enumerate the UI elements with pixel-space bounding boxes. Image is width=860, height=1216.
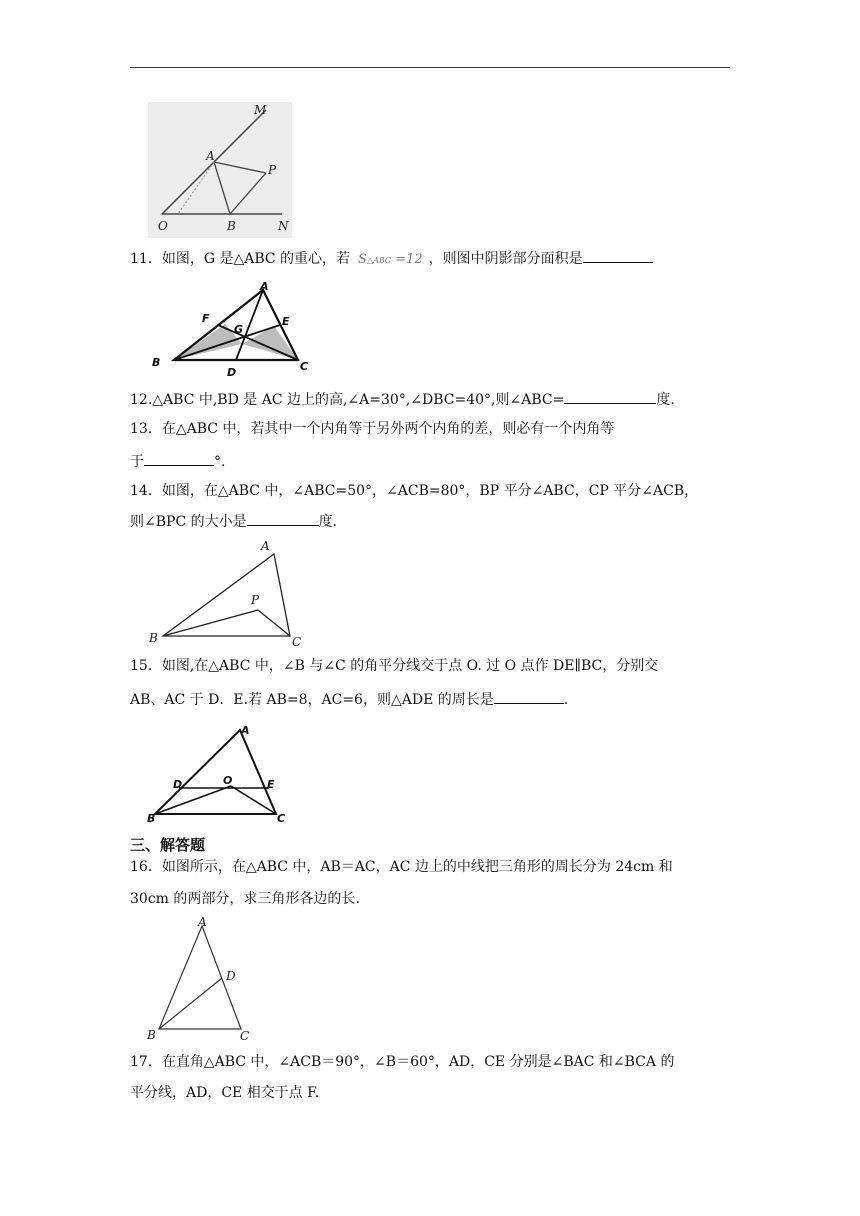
- fig10-label-p: P: [268, 163, 277, 177]
- fig11-label-b: B: [152, 356, 161, 369]
- question-13-line1: 13．在△ABC 中，若其中一个内角等于另外两个内角的差，则必有一个内角等: [130, 421, 615, 437]
- question-15-line2: AB、AC 于 D．E.若 AB=8，AC=6，则△ADE 的周长是 .: [130, 689, 568, 710]
- fig14-label-b: B: [149, 631, 158, 645]
- figure-isosceles-median: [143, 914, 263, 1046]
- fig15-label-o: O: [223, 774, 233, 787]
- fig15-label-b: B: [147, 812, 156, 825]
- fig11-label-e: E: [282, 315, 290, 328]
- fig10-label-m: M: [254, 103, 267, 117]
- figure-centroid: [148, 278, 318, 380]
- fig15-label-c: C: [277, 812, 286, 825]
- question-12: [130, 389, 675, 410]
- fig14-label-a: A: [261, 539, 270, 553]
- q11-tail: ，则图中阴影部分面积是: [428, 251, 583, 267]
- section-heading: 三、解答题: [130, 836, 206, 854]
- fig11-label-c: C: [300, 360, 309, 373]
- q14-answer-blank[interactable]: [247, 511, 319, 526]
- q15-answer-blank[interactable]: [494, 689, 564, 704]
- fig16-label-b: B: [147, 1028, 156, 1042]
- fig14-label-p: P: [251, 593, 260, 607]
- fig10-label-a: A: [206, 149, 215, 163]
- fig15-label-e: E: [267, 778, 275, 791]
- q12-tail: 度.: [656, 392, 675, 408]
- fig15-label-d: D: [173, 778, 183, 791]
- question-17-line1: 17．在直角△ABC 中，∠ACB＝90°，∠B＝60°，AD，CE 分别是∠BAC 和∠BCA 的: [130, 1054, 675, 1070]
- question-14-line1: 14．如图，在△ABC 中，∠ABC=50°，∠ACB=80°，BP 平分∠ABC，CP 平分∠ACB，: [130, 483, 699, 499]
- figure-angle-mon: [148, 102, 292, 238]
- fig11-label-g: G: [234, 323, 244, 336]
- question-17-line2: 平分线，AD，CE 相交于点 F.: [130, 1085, 320, 1101]
- question-14-line2: 则∠BPC 的大小是 度.: [130, 511, 337, 532]
- fig16-label-a: A: [198, 915, 207, 929]
- q13-answer-blank[interactable]: [144, 451, 214, 466]
- q11-text: 11．如图，G 是△ABC 的重心，若: [130, 251, 351, 267]
- header-rule: [130, 67, 730, 68]
- fig16-label-c: C: [240, 1029, 250, 1043]
- question-16-line2: 30cm 的两部分，求三角形各边的长.: [130, 891, 360, 907]
- figure-bisectors: [143, 538, 313, 650]
- q11-area-formula: S△ABC =12: [358, 252, 423, 267]
- q12-answer-blank[interactable]: [564, 389, 656, 404]
- question-11: [130, 248, 653, 271]
- fig10-label-b: B: [227, 219, 236, 233]
- figure-parallel-de: [143, 718, 293, 826]
- fig11-label-f: F: [202, 312, 210, 325]
- fig10-label-o: O: [158, 219, 168, 233]
- question-15-line1: 15．如图,在△ABC 中，∠B 与∠C 的角平分线交于点 O. 过 O 点作 DE∥BC，分别交: [130, 658, 659, 674]
- fig10-label-n: N: [278, 219, 289, 233]
- fig14-label-c: C: [292, 635, 302, 649]
- question-16-line1: 16．如图所示，在△ABC 中，AB＝AC，AC 边上的中线把三角形的周长分为 24cm 和: [130, 859, 673, 875]
- fig16-label-d: D: [226, 969, 236, 983]
- fig11-label-a: A: [260, 280, 269, 293]
- fig15-label-a: A: [241, 724, 250, 737]
- q11-answer-blank[interactable]: [583, 248, 653, 263]
- q12-text: 12.△ABC 中,BD 是 AC 边上的高,∠A=30°,∠DBC=40°,则∠ABC=: [130, 392, 565, 408]
- fig11-label-d: D: [227, 366, 237, 379]
- question-13-line2: 于 °.: [130, 451, 225, 472]
